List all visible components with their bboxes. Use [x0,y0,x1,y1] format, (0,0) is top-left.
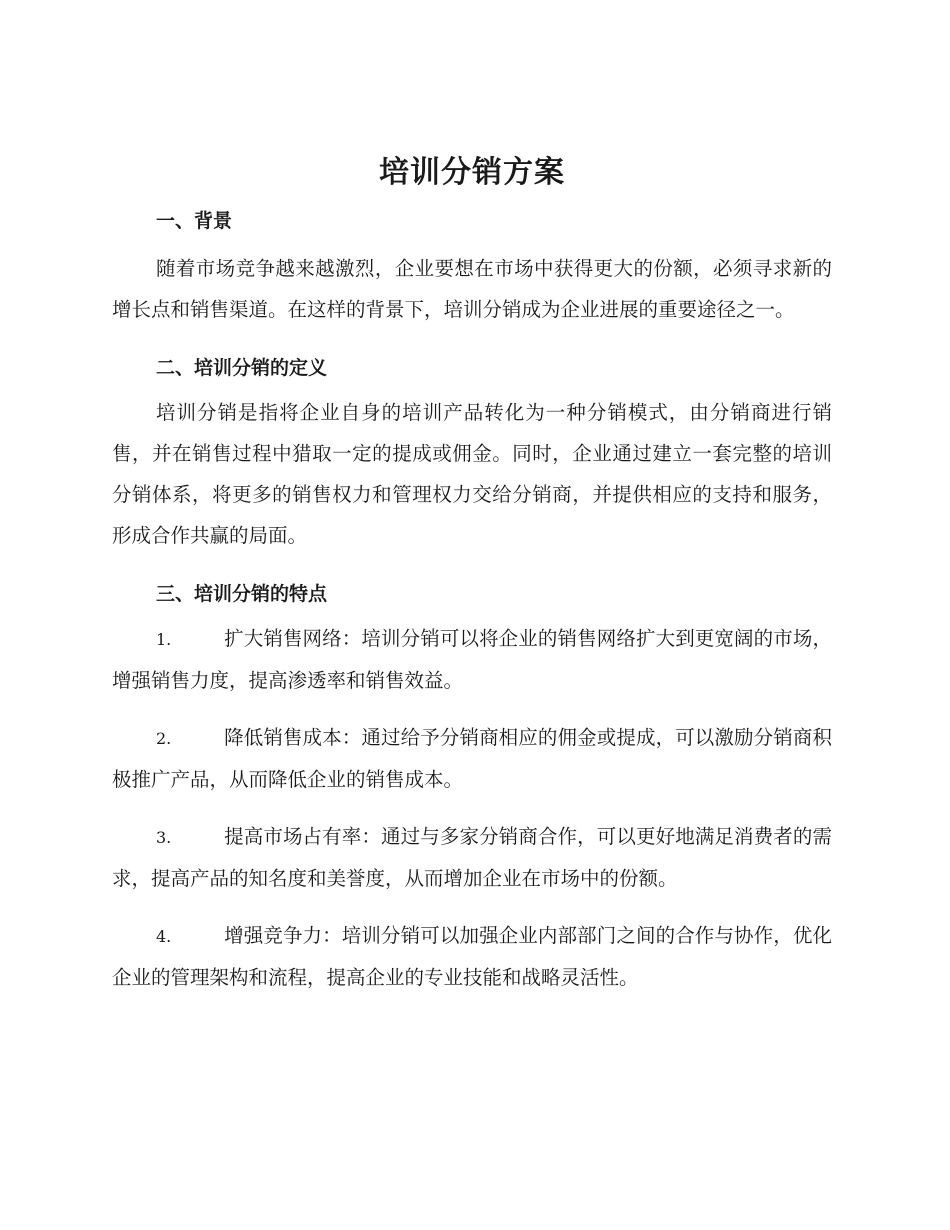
list-item-number: 1. [156,630,172,649]
section-heading-features: 三、培训分销的特点 [156,583,328,605]
list-item [112,915,832,998]
list-item-number: 3. [156,828,172,847]
section-heading-background: 一、背景 [156,210,233,232]
section-paragraph-definition: 培训分销是指将企业自身的培训产品转化为一种分销模式，由分销商进行销售，并在销售过程中猎取一定的提成或佣金。同时，企业通过建立一套完整的培训分销体系，将更多的销售权力和管理权力交给分销商，并提供相应的支持和服务，形成合作共赢的局面。 [112,401,832,547]
document-page [112,150,832,1014]
section-heading-definition: 二、培训分销的定义 [156,357,328,379]
list-item-text: 降低销售成本：通过给予分销商相应的佣金或提成，可以激励分销商积极推广产品，从而降低企业的销售成本。 [112,726,832,791]
document-title: 培训分销方案 [379,155,565,190]
section-paragraph-background: 随着市场竞争越来越激烈，企业要想在市场中获得更大的份额，必须寻求新的增长点和销售渠道。在这样的背景下，培训分销成为企业进展的重要途径之一。 [112,257,832,321]
list-item-number: 4. [156,927,172,946]
list-item [112,717,832,800]
list-item [112,618,832,701]
list-item [112,816,832,899]
list-item-text: 扩大销售网络：培训分销可以将企业的销售网络扩大到更宽阔的市场，增强销售力度，提高渗透率和销售效益。 [112,627,832,692]
list-item-text: 提高市场占有率：通过与多家分销商合作，可以更好地满足消费者的需求，提高产品的知名度和美誉度，从而增加企业在市场中的份额。 [112,825,832,890]
list-item-number: 2. [156,729,172,748]
list-item-text: 增强竞争力：培训分销可以加强企业内部部门之间的合作与协作，优化企业的管理架构和流程，提高企业的专业技能和战略灵活性。 [112,924,832,989]
